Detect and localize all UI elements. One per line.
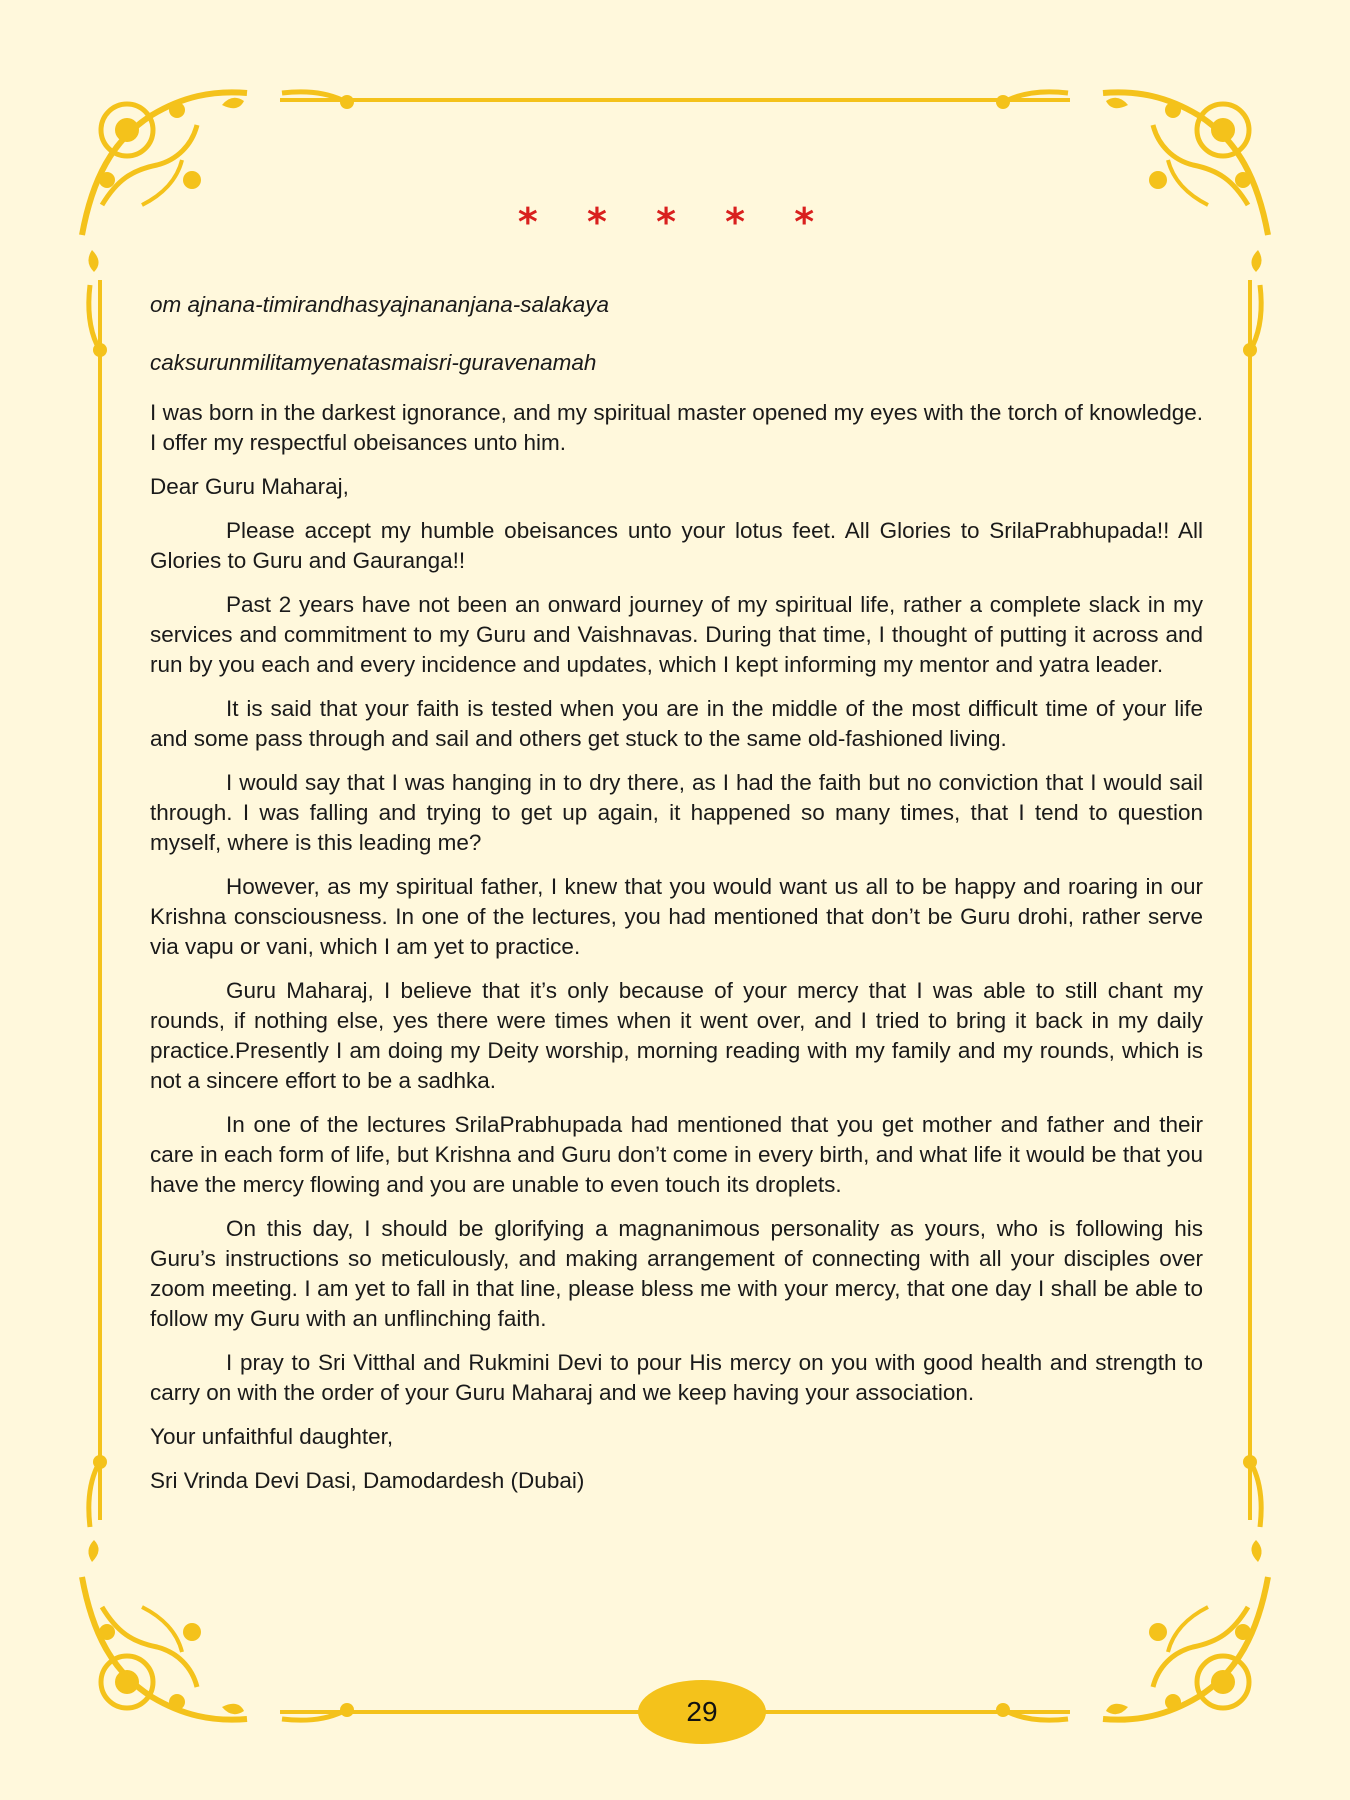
- closing: Your unfaithful daughter,: [150, 1424, 394, 1449]
- paragraph: It is said that your faith is tested when you are in the middle of the most difficult time of your life and some pass through and sail and others get stuck to the same old-fashioned living.: [150, 696, 1203, 751]
- signature: Sri Vrinda Devi Dasi, Damodardesh (Dubai): [150, 1468, 585, 1493]
- paragraph: However, as my spiritual father, I knew that you would want us all to be happy and roaring in our Krishna consciousness. In one of the lectures, you had mentioned that don’t be Guru drohi, rather serve via vapu or vani, which I am yet to practice.: [150, 874, 1203, 959]
- salutation: Dear Guru Maharaj,: [150, 474, 349, 499]
- verse-line-2: caksurunmilitamyenatasmaisri-guravenamah: [150, 350, 597, 375]
- star-separator: * * * * *: [517, 200, 833, 244]
- verse-line-1: om ajnana-timirandhasyajnananjana-salakaya: [150, 292, 610, 317]
- paragraph: Guru Maharaj, I believe that it’s only because of your mercy that I was able to still chant my rounds, if nothing else, yes there were times when it went over, and I tried to bring it back in my daily practice.Presently I am doing my Deity worship, morning reading with my family and my rounds, which is not a sincere effort to be a sadhka.: [150, 978, 1203, 1093]
- page-number-badge: [638, 1680, 766, 1744]
- paragraph: Past 2 years have not been an onward journey of my spiritual life, rather a complete slack in my services and commitment to my Guru and Vaishnavas. During that time, I thought of putting it across and run by you each and every incidence and updates, which I kept informing my mentor and yatra leader.: [150, 592, 1203, 677]
- paragraph: In one of the lectures SrilaPrabhupada had mentioned that you get mother and father and their care in each form of life, but Krishna and Guru don’t come in every birth, and what life it would be that you have the mercy flowing and you are unable to even touch its droplets.: [150, 1112, 1203, 1197]
- paragraph: I pray to Sri Vitthal and Rukmini Devi to pour His mercy on you with good health and strength to carry on with the order of your Guru Maharaj and we keep having your association.: [150, 1350, 1203, 1405]
- paragraph: I would say that I was hanging in to dry there, as I had the faith but no conviction that I would sail through. I was falling and trying to get up again, it happened so many times, that I tend to question myself, where is this leading me?: [150, 770, 1203, 855]
- page-number: 29: [686, 1696, 718, 1727]
- letter-body: [150, 290, 1203, 1510]
- paragraph: On this day, I should be glorifying a magnanimous personality as yours, who is following his Guru’s instructions so meticulously, and making arrangement of connecting with all your disciples over zoom meeting. I am yet to fall in that line, please bless me with your mercy, that one day I shall be able to follow my Guru with an unflinching faith.: [150, 1216, 1203, 1331]
- paragraph: Please accept my humble obeisances unto your lotus feet. All Glories to SrilaPrabhupada!! All Glories to Guru and Gauranga!!: [150, 518, 1203, 573]
- verse-translation: I was born in the darkest ignorance, and my spiritual master opened my eyes with the torch of knowledge. I offer my respectful obeisances unto him.: [150, 400, 1203, 455]
